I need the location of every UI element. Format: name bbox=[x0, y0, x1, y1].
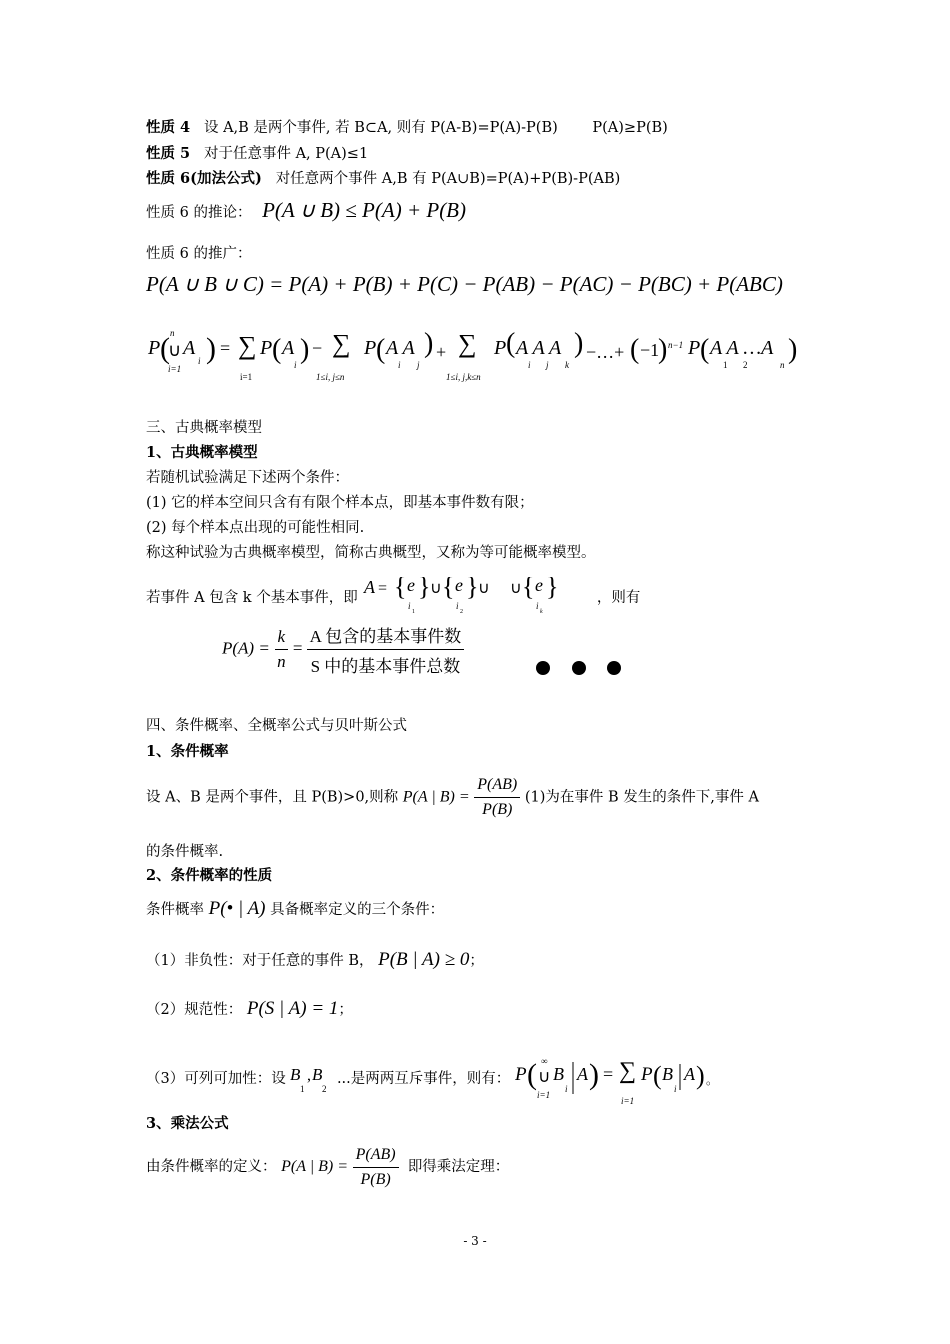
svg-text:(: ( bbox=[272, 334, 282, 365]
page-number: - 3 - bbox=[463, 1234, 487, 1248]
svg-text:P: P bbox=[514, 1064, 527, 1085]
svg-text:∪: ∪ bbox=[537, 1067, 551, 1086]
condition-1-formula: P(B | A) ≥ 0 bbox=[378, 949, 470, 970]
multiplication-denominator: P(B) bbox=[360, 1170, 391, 1188]
svg-text:(: ( bbox=[652, 1061, 662, 1090]
svg-text:i=1: i=1 bbox=[536, 1090, 550, 1100]
definition-end: 的条件概率. bbox=[146, 844, 224, 860]
svg-text:=: = bbox=[378, 580, 388, 597]
section-3-line-4: 称这种试验为古典概率模型，简称古典概型，又称为等可能概率模型。 bbox=[146, 545, 596, 561]
definition-lhs: P(A | B) = bbox=[402, 788, 470, 806]
svg-text:2: 2 bbox=[743, 360, 748, 370]
svg-text:A A A: A A A bbox=[516, 337, 562, 359]
property-6 bbox=[146, 169, 620, 189]
svg-text:P: P bbox=[640, 1064, 653, 1085]
multiplication-prefix: 由条件概率的定义： bbox=[146, 1159, 277, 1175]
svg-text:P: P bbox=[688, 337, 701, 359]
property-5 bbox=[146, 144, 368, 164]
svg-text:=: = bbox=[602, 1064, 614, 1084]
count-numerator: A 包含的基本事件数 bbox=[307, 622, 465, 650]
condition-3 bbox=[146, 1050, 735, 1108]
svg-text:): ) bbox=[695, 1061, 705, 1090]
n-denominator: n bbox=[277, 652, 286, 671]
property-6-label: 性质 6(加法公式) bbox=[146, 170, 262, 187]
svg-text:B: B bbox=[552, 1064, 564, 1084]
svg-text:}: } bbox=[466, 577, 479, 601]
condition-2: （2）规范性： P(S | A) = 1； bbox=[146, 998, 353, 1019]
property-6-generalization-label: 性质 6 的推广： bbox=[146, 246, 252, 262]
property-4-text: 设 A,B 是两个事件, 若 B⊂A, 则有 P(A-B)=P(A)-P(B) bbox=[203, 120, 558, 136]
section-3-line-5 bbox=[146, 577, 640, 619]
svg-text:i: i bbox=[536, 601, 539, 611]
section-3-line-1: 若随机试验满足下述两个条件： bbox=[146, 470, 349, 486]
svg-text:k: k bbox=[565, 360, 569, 370]
condition-1-label: （1）非负性：对于任意的事件 B， bbox=[146, 953, 374, 969]
svg-text:(: ( bbox=[700, 334, 710, 365]
svg-text:−1: −1 bbox=[640, 340, 660, 360]
svg-text:): ) bbox=[300, 334, 310, 365]
section-3-line-3: (2) 每个样本点出现的可能性相同. bbox=[146, 520, 365, 536]
classical-probability-formula: P(A) = $\frac{k}{n}$ = $\frac{\text{A 包含的基本事件数}}{\text{S 中的基本事件总数}}$ bbox=[222, 622, 464, 677]
svg-text:{: { bbox=[442, 577, 455, 601]
svg-text:e: e bbox=[407, 577, 416, 595]
generalization-formula-1: P(A ∪ B ∪ C) = P(A) + P(B) + P(C) − P(AB) − P(AC) − P(BC) + P(ABC) bbox=[146, 272, 783, 296]
k-over-n-fraction bbox=[274, 627, 289, 672]
svg-text:i=1: i=1 bbox=[168, 364, 182, 374]
svg-text:{: { bbox=[522, 577, 535, 601]
svg-text:i: i bbox=[198, 356, 201, 366]
svg-text:}: } bbox=[418, 577, 431, 601]
svg-text:A: A bbox=[683, 1064, 695, 1084]
property-5-text: 对于任意事件 A, P(A)≤1 bbox=[203, 146, 369, 162]
inclusion-exclusion-formula bbox=[146, 322, 806, 384]
definition-fraction bbox=[474, 775, 520, 820]
svg-text:): ) bbox=[424, 328, 434, 359]
definition-suffix: (1)为在事件 B 发生的条件下,事件 A bbox=[524, 789, 759, 806]
svg-text:j: j bbox=[546, 360, 549, 370]
svg-text:(: ( bbox=[160, 332, 170, 365]
svg-text:A: A bbox=[183, 337, 196, 359]
svg-text:k: k bbox=[540, 609, 543, 615]
svg-text:i: i bbox=[673, 1084, 677, 1094]
svg-text:∪: ∪ bbox=[168, 340, 182, 360]
svg-text:e: e bbox=[455, 577, 464, 595]
section-4-subtitle-1: 1、条件概率 bbox=[146, 743, 229, 760]
svg-text:n−1: n−1 bbox=[668, 340, 684, 350]
svg-text:): ) bbox=[788, 334, 798, 365]
svg-text:1: 1 bbox=[723, 360, 728, 370]
svg-text:i: i bbox=[408, 601, 411, 611]
section-4-subtitle-3: 3、乘法公式 bbox=[146, 1115, 229, 1132]
bullet-dot-icon bbox=[536, 661, 550, 675]
multiplication-lhs: P(A | B) = bbox=[281, 1158, 348, 1175]
svg-text:1≤i, j≤n: 1≤i, j≤n bbox=[316, 372, 345, 382]
svg-text:A: A bbox=[282, 337, 295, 359]
corollary-label: 性质 6 的推论： bbox=[146, 205, 252, 221]
condition-3-label: （3）可列可加性：设 bbox=[146, 1071, 286, 1087]
property-4 bbox=[146, 118, 668, 138]
svg-text:2: 2 bbox=[322, 1084, 327, 1094]
svg-text:−: − bbox=[312, 338, 323, 358]
multiplication-fraction bbox=[353, 1145, 399, 1190]
section-3-title: 三、古典概率模型 bbox=[146, 420, 262, 436]
svg-text:∑: ∑ bbox=[238, 331, 257, 360]
event-set-formula bbox=[362, 577, 592, 619]
generalization-formula-2 bbox=[146, 322, 806, 389]
svg-text:1: 1 bbox=[412, 609, 416, 615]
definition-numerator: P(AB) bbox=[474, 775, 520, 798]
svg-text:P: P bbox=[364, 337, 377, 359]
svg-text:P: P bbox=[494, 337, 507, 359]
svg-text:A: A bbox=[364, 577, 376, 597]
svg-text:i: i bbox=[294, 360, 297, 370]
multiplication-suffix: 即得乘法定理： bbox=[407, 1159, 510, 1175]
svg-text:i: i bbox=[456, 601, 459, 611]
condition-3-middle: ...是两两互斥事件，则有： bbox=[336, 1071, 511, 1087]
svg-text:A A: A A bbox=[386, 337, 415, 359]
line-5-prefix: 若事件 A 包含 k 个基本事件，即 bbox=[146, 590, 358, 606]
svg-text:,: , bbox=[307, 1067, 312, 1084]
property-6-text: 对任意两个事件 A,B 有 P(A∪B)=P(A)+P(B)-P(AB) bbox=[275, 171, 621, 187]
svg-text:n: n bbox=[780, 360, 785, 370]
svg-text:(: ( bbox=[376, 334, 386, 365]
svg-text:∑: ∑ bbox=[332, 329, 351, 358]
svg-text:): ) bbox=[658, 334, 668, 365]
svg-text:{: { bbox=[394, 577, 407, 601]
property-5-label: 性质 5 bbox=[146, 145, 191, 162]
svg-text:=: = bbox=[220, 338, 231, 358]
svg-text:n: n bbox=[170, 328, 175, 338]
svg-text:j: j bbox=[417, 360, 420, 370]
svg-text:∑: ∑ bbox=[458, 329, 477, 358]
svg-text:i: i bbox=[398, 360, 401, 370]
properties-intro bbox=[146, 899, 444, 920]
svg-text:): ) bbox=[574, 328, 584, 359]
svg-text:P: P bbox=[260, 337, 273, 359]
section-3-line-2: (1) 它的样本空间只含有有限个样本点，即基本事件数有限； bbox=[146, 495, 534, 511]
section-4-title: 四、条件概率、全概率公式与贝叶斯公式 bbox=[146, 718, 407, 734]
b1-b2-symbols bbox=[290, 1062, 332, 1096]
countable-additivity-formula bbox=[515, 1050, 735, 1108]
svg-text:B: B bbox=[312, 1065, 323, 1084]
intro-prefix: 条件概率 bbox=[146, 902, 204, 918]
svg-text:(: ( bbox=[506, 328, 516, 359]
property-4-label: 性质 4 bbox=[146, 119, 191, 136]
section-3-subtitle: 1、古典概率模型 bbox=[146, 444, 258, 461]
multiplication-formula-line bbox=[146, 1144, 509, 1190]
condition-2-label: （2）规范性： bbox=[146, 1002, 243, 1018]
svg-text:i=1: i=1 bbox=[620, 1096, 634, 1106]
multiplication-numerator: P(AB) bbox=[353, 1145, 399, 1168]
svg-text:。: 。 bbox=[705, 1073, 718, 1087]
svg-text:}: } bbox=[546, 577, 559, 601]
conditional-probability-definition bbox=[146, 775, 759, 820]
svg-text:A A …A: A A …A bbox=[710, 337, 774, 359]
section-4-subtitle-2: 2、条件概率的性质 bbox=[146, 867, 273, 884]
property-6-corollary bbox=[146, 200, 466, 223]
count-denominator: S 中的基本事件总数 bbox=[310, 657, 461, 676]
classical-lhs: P(A) = bbox=[222, 638, 270, 658]
svg-text:−…+: −…+ bbox=[586, 342, 625, 362]
svg-text:P: P bbox=[148, 337, 161, 359]
condition-2-formula: P(S | A) = 1 bbox=[246, 998, 339, 1019]
svg-text:(: ( bbox=[630, 334, 640, 365]
svg-text:∪: ∪ bbox=[430, 580, 443, 597]
svg-text:): ) bbox=[588, 1058, 599, 1091]
bullet-dot-icon bbox=[572, 661, 586, 675]
bullet-dot-icon bbox=[607, 661, 621, 675]
svg-text:∑: ∑ bbox=[618, 1058, 636, 1084]
count-fraction bbox=[307, 622, 465, 677]
svg-text:B: B bbox=[661, 1064, 673, 1084]
svg-text:1≤i, j,k≤n: 1≤i, j,k≤n bbox=[446, 372, 481, 382]
svg-text:): ) bbox=[206, 332, 216, 365]
svg-text:∪: ∪ bbox=[510, 580, 523, 597]
svg-text:A: A bbox=[576, 1064, 588, 1084]
corollary-formula: P(A ∪ B) ≤ P(A) + P(B) bbox=[262, 198, 467, 222]
svg-text:i: i bbox=[564, 1084, 568, 1094]
k-numerator: k bbox=[275, 627, 289, 650]
definition-denominator: P(B) bbox=[482, 801, 513, 818]
svg-text:i=1: i=1 bbox=[240, 372, 253, 382]
intro-formula: P(• | A) bbox=[208, 898, 266, 919]
svg-text:∪: ∪ bbox=[478, 580, 491, 597]
svg-text:2: 2 bbox=[460, 609, 464, 615]
svg-text:1: 1 bbox=[300, 1084, 305, 1094]
line-5-suffix: ，则有 bbox=[596, 590, 641, 606]
svg-text:∞: ∞ bbox=[540, 1056, 548, 1066]
definition-prefix: 设 A、B 是两个事件，且 P(B)>0,则称 bbox=[146, 789, 399, 806]
intro-suffix: 具备概率定义的三个条件： bbox=[270, 902, 445, 918]
svg-text:i: i bbox=[528, 360, 531, 370]
svg-text:+: + bbox=[436, 342, 447, 362]
svg-text:e: e bbox=[535, 577, 544, 595]
property-4-extra: P(A)≥P(B) bbox=[592, 120, 668, 136]
condition-1: （1）非负性：对于任意的事件 B， P(B | A) ≥ 0； bbox=[146, 949, 484, 970]
svg-text:B: B bbox=[290, 1065, 301, 1084]
svg-text:(: ( bbox=[526, 1058, 537, 1091]
